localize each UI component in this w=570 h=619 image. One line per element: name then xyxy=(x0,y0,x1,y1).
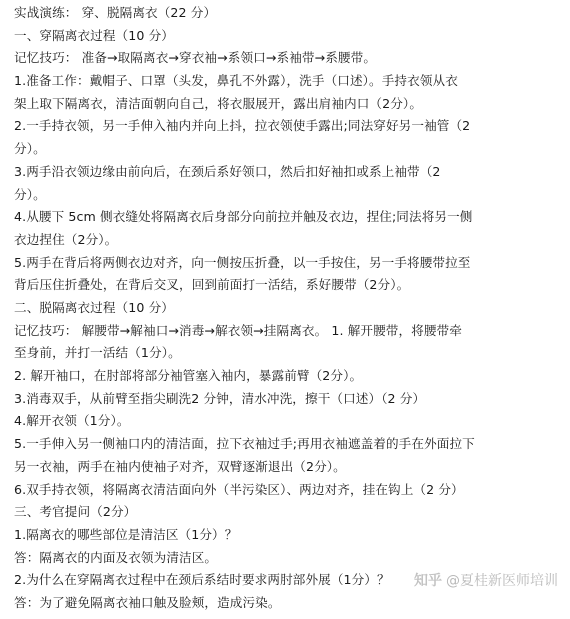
section-heading: 二、脱隔离衣过程（10 分） xyxy=(14,300,174,315)
memory-tip: 记忆技巧： 解腰带→解袖口→消毒→解衣领→挂隔离衣。 1. 解开腰带，将腰带牵 xyxy=(14,322,462,338)
answer: 答：隔离衣的内面及衣领为清洁区。 xyxy=(14,549,218,565)
text-line: 3.消毒双手，从前臂至指尖刷洗2 分钟，清水冲洗，擦干（口述）（2 分） xyxy=(14,390,426,406)
zhihu-logo: 知乎 xyxy=(414,573,442,590)
text-line: 4.从腰下 5cm 侧衣缝处将隔离衣后身部分向前拉并触及衣边，捏住;同法将另一侧 xyxy=(14,209,473,225)
text-line: 2. 解开袖口，在肘部将部分袖管塞入袖内，暴露前臂（2分）。 xyxy=(14,368,363,384)
text-line: 2.一手持衣领，另一手伸入袖内并向上抖，拉衣领使手露出;同法穿好另一袖管（2 xyxy=(14,118,471,134)
answer: 答：为了避免隔离衣袖口触及脸颊，造成污染。 xyxy=(14,595,281,610)
text-line: 架上取下隔离衣，清洁面朝向自己，将衣服展开，露出肩袖内口（2分）。 xyxy=(14,95,423,111)
watermark xyxy=(414,570,558,590)
doc-title: 实战演练： 穿、脱隔离衣（22 分） xyxy=(14,5,217,20)
text-line: 4.解开衣领（1分）。 xyxy=(14,413,130,429)
text-line: 至身前，并打一活结（1分）。 xyxy=(14,345,181,361)
text-line: 6.双手持衣领，将隔离衣清洁面向外（半污染区）、两边对齐，挂在钩上（2 分） xyxy=(14,481,464,497)
memory-tip: 记忆技巧： 准备→取隔离衣→穿衣袖→系领口→系袖带→系腰带。 xyxy=(14,50,377,66)
section-heading: 三、考官提问（2分） xyxy=(14,504,137,520)
text-line: 5.一手伸入另一侧袖口内的清洁面，拉下衣袖过手;再用衣袖遮盖着的手在外面拉下 xyxy=(14,436,475,452)
text-line: 5.两手在背后将两侧衣边对齐，向一侧按压折叠，以一手按住，另一手将腰带拉至 xyxy=(14,254,471,270)
text-line: 衣边捏住（2分）。 xyxy=(14,231,118,247)
question: 1.隔离衣的哪些部位是清洁区（1分）？ xyxy=(14,526,238,542)
text-line: 分）。 xyxy=(14,186,46,202)
question: 2.为什么在穿隔离衣过程中在颈后系结时要求两肘部外展（1分）？ xyxy=(14,572,390,588)
watermark-text: @夏桂新医师培训 xyxy=(446,573,558,590)
text-line: 3.两手沿衣领边缘由前向后，在颈后系好领口，然后扣好袖扣或系上袖带（2 xyxy=(14,163,441,179)
section-heading: 一、穿隔离衣过程（10 分） xyxy=(14,27,174,43)
text-line: 背后压住折叠处，在背后交叉，回到前面打一活结，系好腰带（2分）。 xyxy=(14,277,410,293)
text-line: 分）。 xyxy=(14,141,46,157)
text-line: 1.准备工作：戴帽子、口罩（头发，鼻孔不外露），洗手（口述）。手持衣领从衣 xyxy=(14,73,458,89)
text-line: 另一衣袖，两手在袖内使袖子对齐，双臂逐渐退出（2分）。 xyxy=(14,458,346,474)
